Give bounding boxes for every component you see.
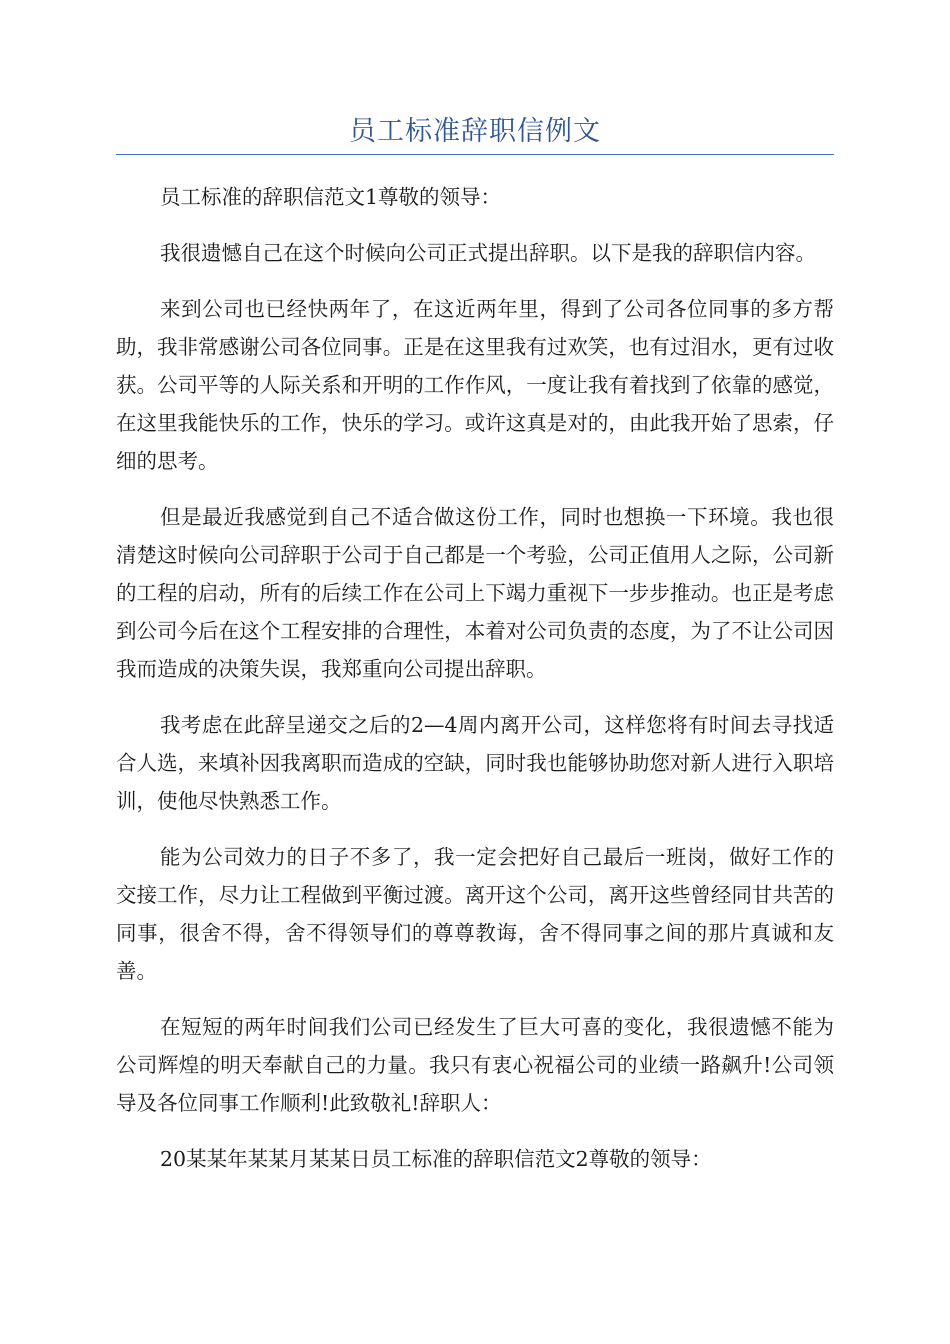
paragraph: 但是最近我感觉到自己不适合做这份工作，同时也想换一下环境。我也很清楚这时候向公司辞职于公司于自己都是一个考验，公司正值用人之际，公司新的工程的启动，所有的后续工作在公司上下竭力重视下一步步推动。也正是考虑到公司今后在这个工程安排的合理性，本着对公司负责的态度，为了不让公司因我而造成的决策失误，我郑重向公司提出辞职。 [116, 505, 834, 681]
paragraph: 员工标准的辞职信范文1尊敬的领导： [160, 185, 502, 209]
paragraph: 在短短的两年时间我们公司已经发生了巨大可喜的变化，我很遗憾不能为公司辉煌的明天奉献自己的力量。我只有衷心祝福公司的业绩一路飙升!公司领导及各位同事工作顺利!此致敬礼!辞职人： [116, 1015, 834, 1115]
document-title: 员工标准辞职信例文 [349, 116, 601, 147]
document-body [116, 178, 834, 1196]
paragraph: 我很遗憾自己在这个时候向公司正式提出辞职。以下是我的辞职信内容。 [160, 241, 816, 265]
title-underline [116, 154, 834, 155]
paragraph: 来到公司也已经快两年了，在这近两年里，得到了公司各位同事的多方帮助，我非常感谢公司各位同事。正是在这里我有过欢笑，也有过泪水，更有过收获。公司平等的人际关系和开明的工作作风，一度让我有着找到了依靠的感觉，在这里我能快乐的工作，快乐的学习。或许这真是对的，由此我开始了思索，仔细的思考。 [116, 297, 834, 473]
paragraph: 我考虑在此辞呈递交之后的2—4周内离开公司，这样您将有时间去寻找适合人选，来填补因我离职而造成的空缺，同时我也能够协助您对新人进行入职培训，使他尽快熟悉工作。 [116, 713, 834, 813]
paragraph: 能为公司效力的日子不多了，我一定会把好自己最后一班岗，做好工作的交接工作，尽力让工程做到平衡过渡。离开这个公司，离开这些曾经同甘共苦的同事，很舍不得，舍不得领导们的尊尊教诲，舍不得同事之间的那片真诚和友善。 [116, 845, 834, 983]
paragraph: 20某某年某某月某某日员工标准的辞职信范文2尊敬的领导： [160, 1147, 712, 1171]
